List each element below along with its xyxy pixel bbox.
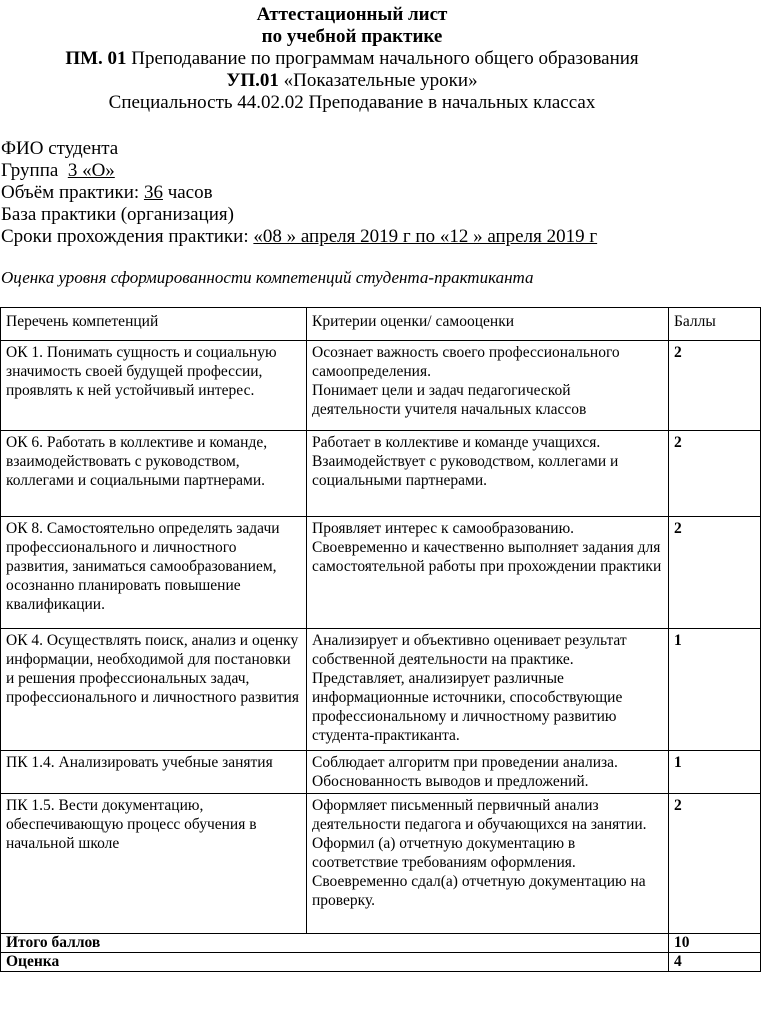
table-row [1,751,761,794]
group-label: Группа [1,160,59,181]
criteria-item: Своевременно и качественно выполняет задания для самостоятельной работы при прохождении практики [312,539,662,575]
group-value: 3 «О» [67,160,115,181]
base-label: База практики (организация) [1,204,234,225]
score-cell: 2 [669,517,761,629]
criteria-item: Анализирует и объективно оценивает результат собственной деятельности на практике. [312,632,627,668]
criteria-item: Оформляет письменный первичный анализ деятельности педагога и обучающихся на занятии. [312,797,647,833]
criteria-cell [307,431,669,517]
table-row [1,517,761,629]
grade-row-value: 4 [669,953,761,972]
header-competences: Перечень компетенций [1,308,307,341]
table-row [1,794,761,934]
volume-unit: часов [167,182,213,203]
pm-name: Преподавание по программам начального общего образования [131,48,639,69]
table-row [1,431,761,517]
criteria-cell [307,517,669,629]
group-line [1,160,115,182]
criteria-cell [307,341,669,431]
criteria-item: Оформил (а) отчетную документацию в соответствие требованиям оформления. [312,835,576,871]
dates-value: «08 » апреля 2019 г по «12 » апреля 2019 г [253,226,598,247]
score-cell: 1 [669,751,761,794]
score-cell: 1 [669,629,761,751]
pm-line [0,48,704,70]
table-row [1,341,761,431]
criteria-item: Взаимодействует с руководством, коллегами и социальными партнерами. [312,453,619,489]
score-cell: 2 [669,341,761,431]
criteria-cell [307,751,669,794]
score-cell: 2 [669,431,761,517]
competence-cell: ОК 8. Самостоятельно определять задачи профессионального и личностного развития, заниматься самообразованием, осознанно планировать повышение квалификации. [1,517,307,629]
table-row [1,629,761,751]
criteria-item: Работает в коллективе и команде учащихся. [312,434,601,451]
competence-cell: ОК 1. Понимать сущность и социальную значимость своей будущей профессии, проявлять к ней устойчивый интерес. [1,341,307,431]
competence-cell: ОК 6. Работать в коллективе и команде, взаимодействовать с руководством, коллегами и социальными партнерами. [1,431,307,517]
competence-cell: ОК 4. Осуществлять поиск, анализ и оценку информации, необходимой для постановки и решения профессиональных задач, профессионального и личностного развития [1,629,307,751]
criteria-item: Понимает цели и задач педагогической деятельности учителя начальных классов [312,382,587,418]
dates-line [1,226,597,248]
criteria-item: Обоснованность выводов и предложений. [312,773,589,790]
score-cell: 2 [669,794,761,934]
total-row [1,934,761,953]
up-name: «Показательные уроки» [283,70,478,91]
competence-cell: ПК 1.5. Вести документацию, обеспечивающую процесс обучения в начальной школе [1,794,307,934]
header-score: Баллы [669,308,761,341]
volume-line [1,182,213,204]
total-row-value: 10 [669,934,761,953]
title-line-2: по учебной практике [261,26,443,47]
criteria-cell [307,629,669,751]
pm-code: ПМ. 01 [65,48,127,69]
competence-table [0,307,761,972]
criteria-cell [307,794,669,934]
specialty-line: Специальность 44.02.02 Преподавание в начальных классах [108,92,596,113]
dates-label: Сроки прохождения практики: [1,226,249,247]
up-code: УП.01 [226,70,279,91]
grade-row [1,953,761,972]
criteria-item: Своевременно сдал(а) отчетную документацию на проверку. [312,873,646,909]
total-row-label: Итого баллов [1,934,669,953]
volume-label: Объём практики: [1,182,140,203]
grade-row-label: Оценка [1,953,669,972]
volume-value: 36 [143,182,163,203]
criteria-item: Осознает важность своего профессионального самоопределения. [312,344,620,380]
criteria-item: Соблюдает алгоритм при проведении анализа. [312,754,618,771]
fio-label: ФИО студента [1,138,119,159]
competence-cell: ПК 1.4. Анализировать учебные занятия [1,751,307,794]
criteria-item: Проявляет интерес к самообразованию. [312,520,575,537]
criteria-item: Представляет, анализирует различные информационные источники, способствующие профессиональному и личностному развитию студента-практиканта. [312,670,623,744]
table-header-row [1,308,761,341]
assessment-title: Оценка уровня сформированности компетенций студента-практиканта [1,268,534,287]
up-line [0,70,704,92]
title-line-1: Аттестационный лист [256,4,448,25]
header-criteria: Критерии оценки/ самооценки [307,308,669,341]
